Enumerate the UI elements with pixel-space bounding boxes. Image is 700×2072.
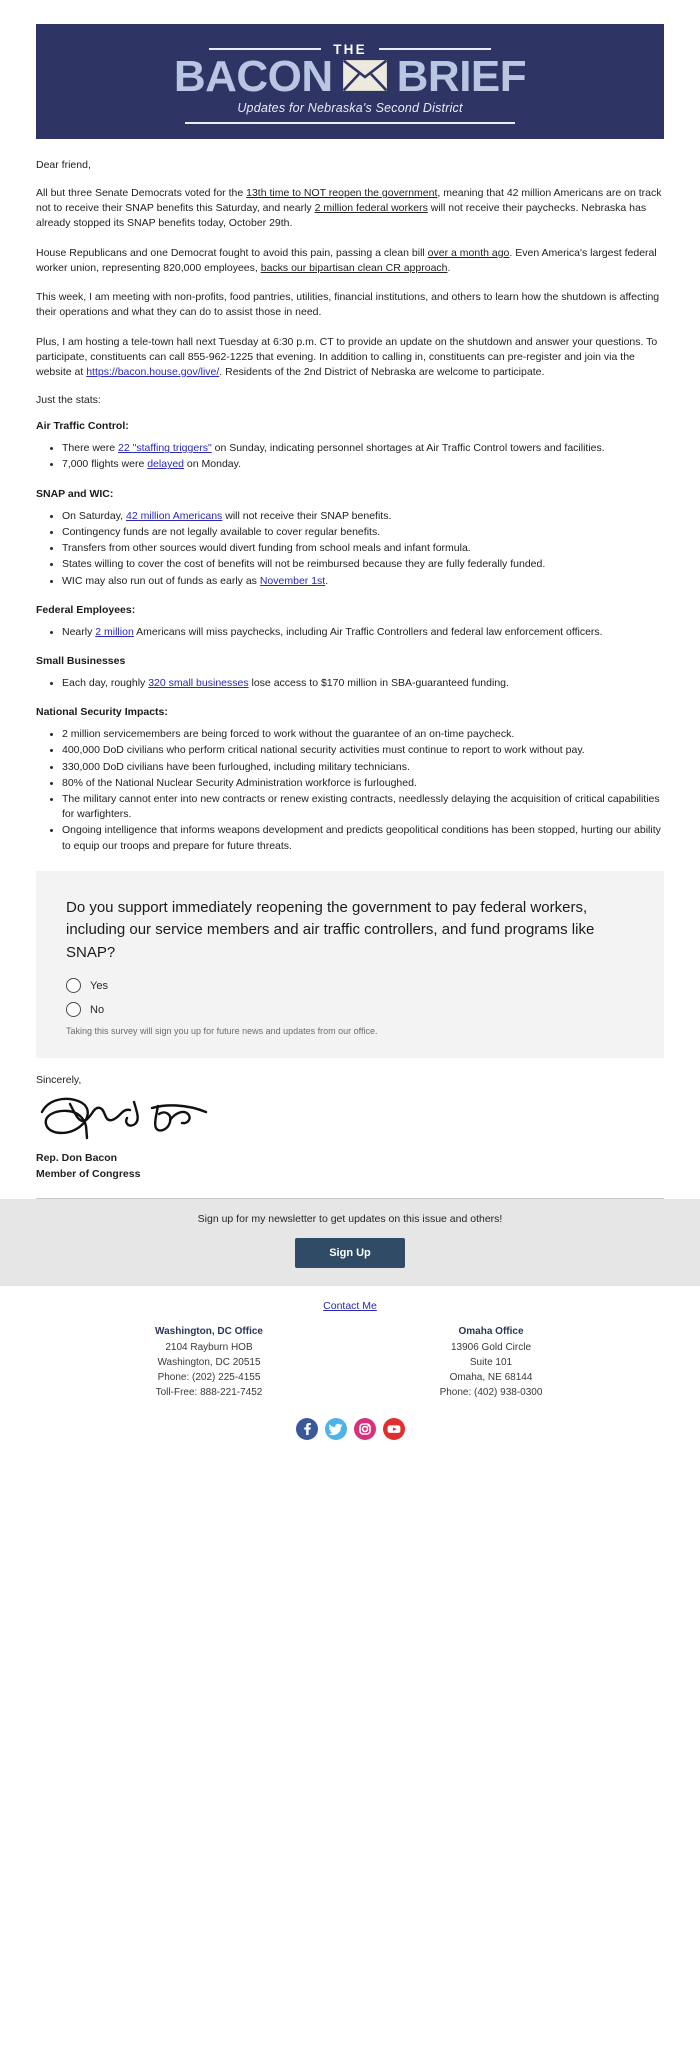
bullet-item	[62, 441, 664, 456]
bullet-text-b: .	[325, 574, 329, 587]
bullet-text-a: 330,000 DoD civilians have been furloughed, including military technicians.	[62, 760, 410, 773]
twitter-icon[interactable]	[325, 1418, 347, 1440]
banner-container	[0, 0, 700, 139]
banner-subtitle: Updates for Nebraska's Second District	[237, 100, 463, 115]
bullet-text-a: Ongoing intelligence that informs weapons development and predicts geopolitical conditions has been stopped, hurting our ability to equip our troops and prepare for future threats.	[62, 824, 661, 852]
contact-me-link[interactable]: Contact Me	[323, 1299, 377, 1312]
banner-bottom-rule	[185, 122, 515, 124]
bullet-link[interactable]: November 1st	[259, 574, 326, 587]
bullet-text-b: Americans will miss paychecks, including Air Traffic Controllers and federal law enforcement officers.	[133, 625, 603, 638]
youtube-icon[interactable]	[383, 1418, 405, 1440]
bullet-link[interactable]: 42 million Americans	[126, 509, 223, 522]
bullet-text-a: States willing to cover the cost of benefits will not be reimbursed because they are fully federally funded.	[62, 558, 546, 571]
p1-text-c: will not receive their paychecks. Nebraska has already stopped its SNAP benefits today, October 29th.	[36, 202, 647, 230]
banner-word-bacon: BACON	[173, 51, 333, 101]
bullet-text-a: WIC may also run out of funds as early as	[62, 574, 260, 587]
office-name: Omaha Office	[458, 1325, 524, 1337]
paragraph-2	[36, 246, 664, 276]
p1-text-a: All but three Senate Democrats voted for the	[36, 187, 247, 199]
office-list	[36, 1326, 664, 1400]
banner-rule-left	[209, 48, 321, 50]
office-detail-line: Omaha, NE 68144	[449, 1371, 533, 1383]
bullet-item	[62, 743, 664, 758]
paragraph-4	[36, 335, 664, 381]
stats-intro: Just the stats:	[36, 394, 101, 407]
instagram-icon[interactable]	[354, 1418, 376, 1440]
envelope-icon	[343, 60, 387, 94]
sincerely-text: Sincerely,	[36, 1074, 82, 1087]
section-heading: SNAP and WIC:	[36, 487, 114, 500]
bullet-text-a: The military cannot enter into new contracts or renew existing contracts, needlessly delaying the acquisition of critical capabilities for warfighters.	[62, 793, 660, 821]
section-heading: Federal Employees:	[36, 603, 136, 616]
bullet-text-a: Nearly	[62, 625, 96, 638]
section-bullet-list	[36, 727, 664, 854]
p4-text-a: Plus, I am hosting a tele-town hall next Tuesday at 6:30 p.m. CT to provide an update on the shutdown and answer your questions. To participate, constituents can call 855-962-1225 that evening. In addition to calling in, constituents can pre-register and join via the website at	[36, 335, 658, 378]
banner-rule-right	[379, 48, 491, 50]
banner-title-row	[173, 51, 527, 101]
office-name: Washington, DC Office	[155, 1325, 263, 1337]
bullet-text-a: There were	[62, 442, 119, 455]
bacon-brief-banner	[36, 24, 664, 139]
bullet-item	[62, 509, 664, 524]
link-backs-our-approach[interactable]: backs our bipartisan clean CR approach	[260, 261, 448, 274]
office-detail-line: Suite 101	[469, 1356, 513, 1368]
page-footer	[0, 1286, 700, 1454]
section-bullet-list	[36, 509, 664, 589]
office-block	[350, 1326, 632, 1400]
office-block	[68, 1326, 350, 1400]
letter-body	[0, 139, 700, 854]
p2-text-b: . Even America's largest federal worker union, representing 820,000 employees,	[36, 246, 657, 274]
bullet-item	[62, 760, 664, 775]
office-detail-line: Toll-Free: 888-221-7452	[155, 1386, 263, 1398]
bullet-item	[62, 557, 664, 572]
bullet-text-b: on Sunday, indicating personnel shortages at Air Traffic Control towers and facilities.	[211, 442, 605, 455]
bullet-item	[62, 823, 664, 853]
bullet-text-a: Transfers from other sources would divert funding from school meals and infant formula.	[62, 542, 471, 555]
handwritten-signature-icon	[34, 1090, 664, 1145]
newsletter-signup-strip	[0, 1199, 700, 1286]
signature-block	[0, 1058, 700, 1181]
bullet-item	[62, 625, 664, 640]
office-detail-line: Washington, DC 20515	[157, 1356, 261, 1368]
paragraph-3: This week, I am meeting with non-profits, food pantries, utilities, financial institutions, and others to learn how the shutdown is affecting their operations and what they can do to assist those in need.	[36, 291, 660, 319]
office-detail-line: Phone: (402) 938-0300	[439, 1386, 543, 1398]
bullet-link[interactable]: 2 million	[95, 625, 134, 638]
survey-disclaimer: Taking this survey will sign you up for future news and updates from our office.	[66, 1026, 378, 1037]
survey-option-label: No	[90, 1003, 105, 1016]
office-detail-line: 2104 Rayburn HOB	[165, 1341, 253, 1353]
signer-name: Rep. Don Bacon	[36, 1152, 118, 1165]
link-bacon-house-gov-live[interactable]: https://bacon.house.gov/live/	[86, 365, 220, 378]
p4-text-b: . Residents of the 2nd District of Nebraska are welcome to participate.	[219, 365, 545, 378]
section-heading: Air Traffic Control:	[36, 420, 129, 433]
section-bullet-list	[36, 676, 664, 691]
bullet-link[interactable]: 320 small businesses	[148, 676, 249, 689]
newsletter-prompt: Sign up for my newsletter to get updates on this issue and others!	[197, 1212, 503, 1225]
section-heading: Small Businesses	[36, 654, 126, 667]
bullet-link[interactable]: 22 "staffing triggers"	[118, 442, 212, 455]
signer-title: Member of Congress	[36, 1167, 141, 1180]
office-detail-line: 13906 Gold Circle	[450, 1341, 532, 1353]
stats-sections	[36, 420, 664, 854]
social-links	[36, 1418, 664, 1454]
facebook-icon[interactable]	[296, 1418, 318, 1440]
bullet-item	[62, 776, 664, 791]
p2-text-c: .	[447, 261, 451, 274]
paragraph-1	[36, 186, 664, 232]
survey-option-yes[interactable]	[66, 978, 634, 993]
section-bullet-list	[36, 441, 664, 472]
bullet-item	[62, 727, 664, 742]
survey-option-label: Yes	[90, 979, 108, 992]
section-bullet-list	[36, 625, 664, 640]
sign-up-button[interactable]: Sign Up	[295, 1238, 405, 1268]
bullet-text-b: on Monday.	[184, 458, 242, 471]
survey-options	[66, 978, 634, 1017]
link-13th-time[interactable]: 13th time to NOT reopen the government	[246, 187, 438, 199]
banner-word-brief: BRIEF	[396, 51, 527, 101]
link-2-million-federal-workers[interactable]: 2 million federal workers	[314, 202, 428, 215]
bullet-text-a: 7,000 flights were	[62, 458, 148, 471]
bullet-item	[62, 457, 664, 472]
link-over-a-month-ago[interactable]: over a month ago	[427, 246, 510, 259]
bullet-text-b: lose access to $170 million in SBA-guaranteed funding.	[248, 676, 509, 689]
bullet-item	[62, 676, 664, 691]
radio-button-icon[interactable]	[66, 1002, 81, 1017]
bullet-text-a: 80% of the National Nuclear Security Administration workforce is furloughed.	[62, 776, 417, 789]
survey-option-no[interactable]	[66, 1002, 634, 1017]
section-heading: National Security Impacts:	[36, 706, 168, 719]
bullet-text-a: 2 million servicemembers are being forced to work without the guarantee of an on-time paycheck.	[62, 728, 515, 741]
bullet-text-b: will not receive their SNAP benefits.	[222, 509, 392, 522]
p1-text-b: , meaning that 42 million Americans are on track not to receive their SNAP benefits this Saturday, and nearly	[36, 187, 662, 215]
bullet-text-a: Contingency funds are not legally available to cover regular benefits.	[62, 525, 381, 538]
bullet-item	[62, 541, 664, 556]
survey-box	[36, 871, 664, 1059]
bullet-text-a: On Saturday,	[62, 509, 127, 522]
bullet-item	[62, 574, 664, 589]
bullet-item	[62, 525, 664, 540]
survey-question: Do you support immediately reopening the government to pay federal workers, including our service members and air traffic controllers, and fund programs like SNAP?	[66, 898, 595, 961]
p2-text-a: House Republicans and one Democrat fought to avoid this pain, passing a clean bill	[36, 246, 428, 259]
bullet-text-a: Each day, roughly	[62, 676, 149, 689]
office-detail-line: Phone: (202) 225-4155	[157, 1371, 261, 1383]
radio-button-icon[interactable]	[66, 978, 81, 993]
salutation: Dear friend,	[36, 159, 91, 171]
bullet-link[interactable]: delayed	[147, 458, 184, 471]
bullet-item	[62, 792, 664, 822]
banner-the-word: THE	[333, 41, 367, 57]
bullet-text-a: 400,000 DoD civilians who perform critical national security activities must continue to report to work without pay.	[62, 744, 585, 757]
